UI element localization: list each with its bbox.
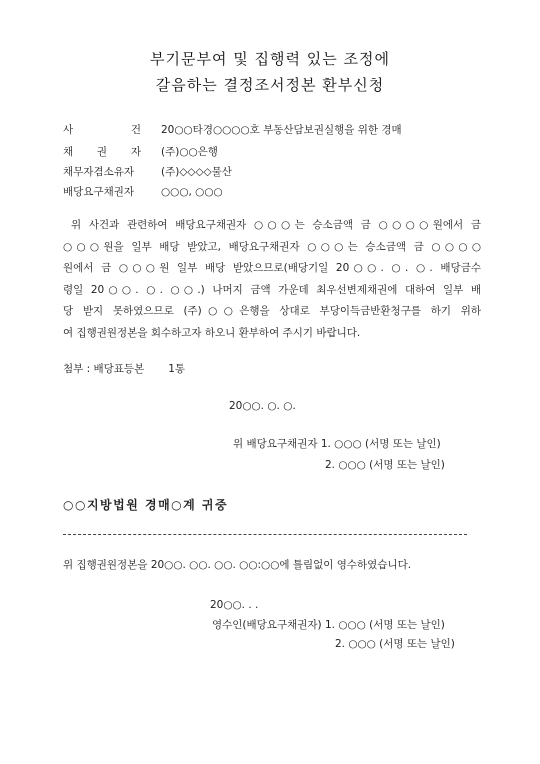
- case-value: 20○○타경○○○○호 부동산담보권실행을 위한 경매: [161, 124, 402, 136]
- receiver-1: 영수인(배당요구채권자) 1. ○○○ (서명 또는 날인): [212, 619, 445, 631]
- debtor-value: (주)◇◇◇◇물산: [161, 166, 232, 178]
- body-line: 령일 20○○. ○. ○○.) 나머지 금액 가운데 최우선변제채권에 대하여 일부 배: [63, 283, 481, 296]
- case-label: 사 건: [63, 124, 141, 136]
- request-body: [63, 215, 481, 344]
- creditor-value: (주)○○은행: [161, 146, 218, 158]
- title-line-1: 부기문부여 및 집행력 있는 조정에: [150, 50, 390, 68]
- body-line: 원에서 금 ○○○원 일부 배당 받았으므로(배당기일 20○○. ○. ○. 배당금수: [63, 262, 481, 274]
- court-addressee: ○○지방법원 경매○계 귀중: [63, 498, 229, 512]
- signer-2: 2. ○○○ (서명 또는 날인): [325, 459, 445, 471]
- distribution-creditor-label: 배당요구채권자: [63, 186, 135, 198]
- debtor-label: 채무자겸소유자: [63, 166, 135, 178]
- distribution-creditor-value: ○○○, ○○○: [161, 186, 223, 198]
- case-row: [63, 122, 402, 137]
- attachment-label: 첨부 : 배당표등본: [63, 363, 145, 375]
- signer-1: 위 배당요구채권자 1. ○○○ (서명 또는 날인): [233, 438, 441, 450]
- receipt-text: 위 집행권원정본을 20○○. ○○. ○○. ○○:○○에 틀림없이 영수하였습니다.: [63, 559, 412, 571]
- attachment: [63, 361, 185, 376]
- dashed-divider: [63, 534, 467, 535]
- creditor-label: 채 권 자: [63, 146, 141, 158]
- receiver-2: 2. ○○○ (서명 또는 날인): [335, 638, 455, 650]
- creditor-row: [63, 144, 218, 159]
- body-line: ○○○원을 일부 배당 받았고, 배당요구채권자 ○○○는 승소금액 금 ○○○○: [63, 240, 481, 253]
- body-line: 위 사건과 관련하여 배당요구채권자 ○○○는 승소금액 금 ○○○○원에서 금: [71, 219, 481, 231]
- title-line-2: 갈음하는 결정조서정본 환부신청: [155, 76, 385, 94]
- distribution-creditor-row: [63, 184, 223, 199]
- request-date: 20○○. ○. ○.: [229, 400, 296, 412]
- body-line: 당 받지 못하였으므로 (주)○○은행을 상대로 부당이득금반환청구를 하기 위하: [63, 305, 481, 317]
- body-line: 여 집행권원정본을 회수하고자 하오니 환부하여 주시기 바랍니다.: [63, 326, 361, 339]
- receipt-date: 20○○. . .: [210, 599, 259, 611]
- attachment-count: 1통: [168, 363, 186, 375]
- debtor-row: [63, 164, 232, 179]
